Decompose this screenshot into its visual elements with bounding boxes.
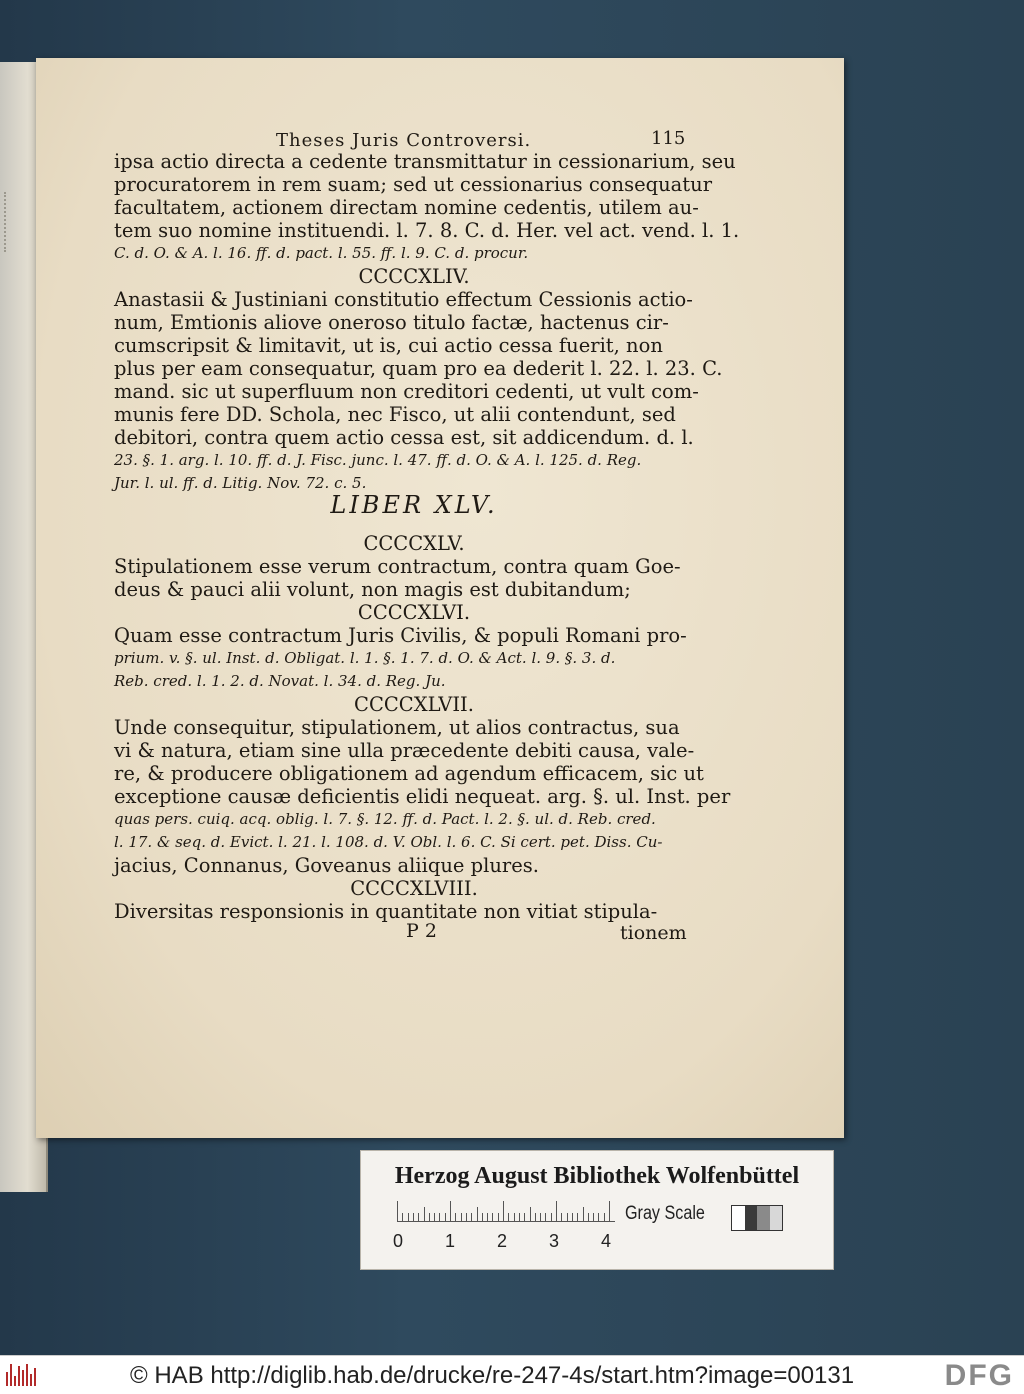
ruler-tick	[450, 1201, 451, 1221]
text-line: l. 17. & seq. d. Evict. l. 21. l. 108. d. V. Obl. l. 6. C. Si cert. pet. Diss. Cu-	[114, 833, 663, 851]
gray-swatch	[770, 1206, 783, 1230]
ruler-tick	[540, 1213, 541, 1221]
text-block-1	[114, 150, 740, 495]
ruler-tick	[561, 1213, 562, 1221]
facing-page-marks	[4, 192, 16, 252]
ruler-tick	[593, 1213, 594, 1221]
ruler-tick	[466, 1213, 467, 1221]
section-heading-448: CCCCXLVIII.	[350, 877, 478, 900]
text-line: debitori, contra quem actio cessa est, sit addicendum. d. l.	[114, 426, 694, 449]
ruler-tick	[498, 1213, 499, 1221]
text-line: jacius, Connanus, Goveanus aliique plures.	[114, 854, 540, 877]
section-heading-445: CCCCXLV.	[363, 532, 465, 555]
ruler-tick	[424, 1207, 425, 1221]
ruler-tick	[598, 1213, 599, 1221]
gray-scale-swatch	[731, 1205, 783, 1231]
text-line: tem suo nomine instituendi. l. 7. 8. C. d. Her. vel act. vend. l. 1.	[114, 219, 740, 242]
ruler-tick	[434, 1213, 435, 1221]
text-line: C. d. O. & A. l. 16. ff. d. pact. l. 55. ff. l. 9. C. d. procur.	[114, 244, 529, 262]
ruler-tick	[402, 1213, 403, 1221]
text-line: ipsa actio directa a cedente transmittatur in cessionarium, seu	[114, 150, 736, 173]
text-line: Anastasii & Justiniani constitutio effectum Cessionis actio-	[114, 288, 693, 311]
hab-logo-icon	[6, 1362, 40, 1386]
ruler-tick	[482, 1213, 483, 1221]
footer-bar	[0, 1355, 1024, 1394]
section-heading-447: CCCCXLVII.	[354, 693, 474, 716]
ruler-tick	[408, 1213, 409, 1221]
ruler-tick	[519, 1213, 520, 1221]
scale-number: 1	[445, 1231, 456, 1251]
ruler-tick	[461, 1213, 462, 1221]
text-line: deus & pauci alii volunt, non magis est dubitandum;	[114, 578, 631, 601]
text-line: exceptione causæ deficientis elidi nequeat. arg. §. ul. Inst. per	[114, 785, 731, 808]
text-line: prium. v. §. ul. Inst. d. Obligat. l. 1. §. 1. 7. d. O. & Act. l. 9. §. 3. d.	[114, 649, 616, 667]
book-page	[36, 58, 844, 1138]
ruler-tick	[429, 1213, 430, 1221]
text-line: Quam esse contractum Juris Civilis, & populi Romani pro-	[114, 624, 687, 647]
ruler-tick	[439, 1213, 440, 1221]
library-label	[360, 1150, 834, 1270]
scale-number: 2	[497, 1231, 508, 1251]
ruler-tick	[477, 1207, 478, 1221]
gray-swatch	[757, 1206, 770, 1230]
ruler-tick	[588, 1213, 589, 1221]
text-block-2	[114, 532, 731, 923]
text-line: Jur. l. ul. ff. d. Litig. Nov. 72. c. 5.	[114, 474, 367, 492]
gray-swatch	[745, 1206, 758, 1230]
library-title: Herzog August Bibliothek Wolfenbüttel	[394, 1163, 800, 1189]
text-line: mand. sic ut superfluum non creditori cedenti, ut vult com-	[114, 380, 699, 403]
ruler-tick	[604, 1213, 605, 1221]
ruler-tick	[503, 1201, 504, 1221]
scale-number: 0	[393, 1231, 404, 1251]
page-number: 115	[651, 128, 686, 149]
text-line: cumscripsit & limitavit, ut is, cui actio cessa fuerit, non	[114, 334, 663, 357]
ruler-tick	[418, 1213, 419, 1221]
text-line: munis fere DD. Schola, nec Fisco, ut alii contendunt, sed	[114, 403, 676, 426]
ruler-tick	[508, 1213, 509, 1221]
ruler-tick	[514, 1213, 515, 1221]
signature-mark: P 2	[406, 920, 437, 942]
ruler-tick	[487, 1213, 488, 1221]
running-title: Theses Juris Controversi.	[276, 130, 532, 151]
gray-swatch	[732, 1206, 745, 1230]
ruler-tick	[551, 1213, 552, 1221]
text-line: Reb. cred. l. 1. 2. d. Novat. l. 34. d. Reg. Ju.	[114, 672, 446, 690]
scale-number: 4	[601, 1231, 612, 1251]
ruler-tick	[445, 1213, 446, 1221]
ruler-tick	[556, 1201, 557, 1221]
text-line: Diversitas responsionis in quantitate non vitiat stipula-	[114, 900, 658, 923]
book-heading: LIBER XLV.	[330, 491, 498, 519]
ruler-tick	[471, 1213, 472, 1221]
dfg-logo: DFG	[944, 1359, 1014, 1392]
text-line: 23. §. 1. arg. l. 10. ff. d. J. Fisc. junc. l. 47. ff. d. O. & A. l. 125. d. Reg.	[114, 451, 642, 469]
ruler-tick	[545, 1213, 546, 1221]
text-line: Unde consequitur, stipulationem, ut alios contractus, sua	[114, 716, 680, 739]
ruler-tick	[609, 1201, 610, 1221]
text-line: facultatem, actionem directam nomine cedentis, utilem au-	[114, 196, 699, 219]
text-line: num, Emtionis aliove oneroso titulo factæ, hactenus cir-	[114, 311, 669, 334]
copyright-url[interactable]: © HAB http://diglib.hab.de/drucke/re-247-4s/start.htm?image=00131	[130, 1362, 855, 1389]
ruler-tick	[492, 1213, 493, 1221]
text-line: plus per eam consequatur, quam pro ea dederit l. 22. l. 23. C.	[114, 357, 723, 380]
ruler-tick	[455, 1213, 456, 1221]
text-line: vi & natura, etiam sine ulla præcedente debiti causa, vale-	[114, 739, 695, 762]
gray-scale-label: Gray Scale	[625, 1203, 705, 1224]
ruler-tick	[567, 1213, 568, 1221]
ruler-tick	[535, 1213, 536, 1221]
section-heading-444: CCCCXLIV.	[358, 265, 470, 288]
text-line: Stipulationem esse verum contractum, contra quam Goe-	[114, 555, 681, 578]
section-heading-446: CCCCXLVI.	[357, 601, 471, 624]
ruler-tick	[572, 1213, 573, 1221]
scale-number: 3	[549, 1231, 560, 1251]
ruler-tick	[577, 1213, 578, 1221]
ruler-tick	[413, 1213, 414, 1221]
scale-ruler	[397, 1201, 615, 1222]
ruler-tick	[583, 1207, 584, 1221]
text-line: procuratorem in rem suam; sed ut cessionarius consequatur	[114, 173, 713, 196]
text-line: quas pers. cuiq. acq. oblig. l. 7. §. 12. ff. d. Pact. l. 2. §. ul. d. Reb. cred.	[114, 810, 656, 828]
ruler-tick	[524, 1213, 525, 1221]
ruler-tick	[397, 1201, 398, 1221]
catchword: tionem	[620, 922, 687, 944]
liber-section	[114, 491, 714, 519]
ruler-tick	[530, 1207, 531, 1221]
text-line: re, & producere obligationem ad agendum efficacem, sic ut	[114, 762, 704, 785]
